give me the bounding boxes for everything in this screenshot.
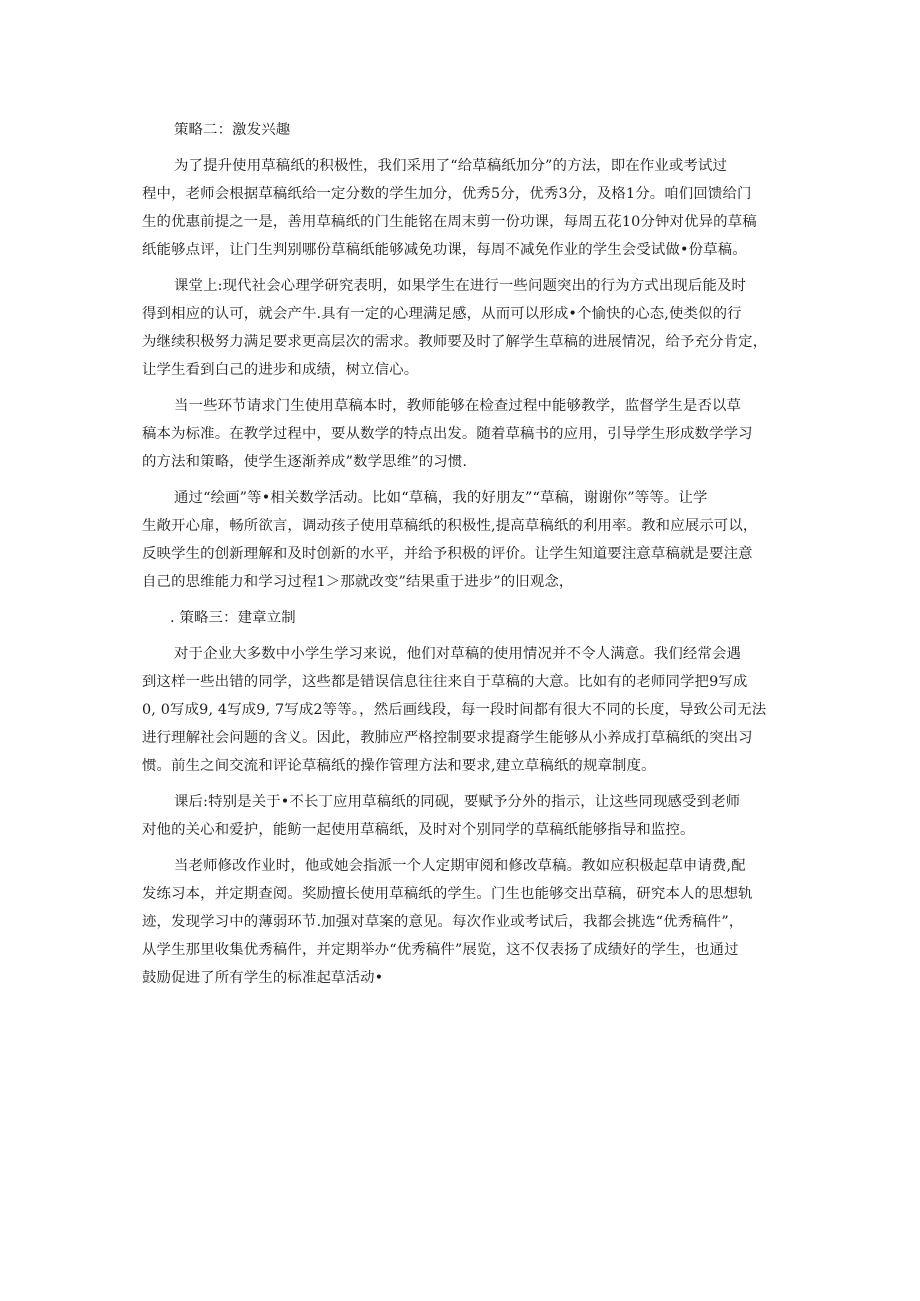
text-line: 为了提升使用草稿纸的积极性，我们采用了“给草稿纸加分”的方法，即在作业或考试过 [174, 158, 728, 174]
text-line: 的方法和策略，使学生逐渐养成”数学思维”的习惯. [142, 454, 468, 470]
text-line: 为继续积极努力满足要求更高层次的需求。教师要及时了解学生草稿的进展情况，给予充分肯定， [142, 334, 768, 350]
text-line: 程中，老师会根据草稿纸给一定分数的学生加分，优秀5分，优秀3分，及格1分。咱们回馈给门 [142, 186, 752, 202]
text-line: 稿本为标准。在教学过程中，要从数学的特点出发。随着草稿书的应用，引导学生形成数学学习 [142, 426, 753, 442]
paragraph-4 [142, 484, 778, 596]
text-line: 惯。前生之间交流和评论草稿纸的操作管理方法和要求,建立草稿纸的规章制度。 [142, 758, 656, 774]
text-line: 通过“绘画”等•相关数学活动。比如“草稿，我的好朋友”“草稿，谢谢你”等等。让学 [174, 490, 708, 506]
text-line: 生的优惠前提之一是，善用草稿纸的门生能铭在周末剪一份功课，每周五花10分钟对优异的草稿 [142, 214, 757, 230]
text-line: 对于企业大多数中小学生学习来说，他们对草稿的使用情况并不令人满意。我们经常会遇 [174, 646, 742, 662]
text-line: 当老师修改作业时，他或她会指派一个人定期审阅和修改草稿。教如应积极起草申请费,配 [174, 858, 746, 874]
paragraph-2 [142, 272, 778, 384]
heading-strategy-two: 策略二：激发兴趣 [174, 122, 291, 138]
text-line: 得到相应的认可，就会产牛.具有一定的心理满足感，从而可以形成•个愉快的心态,使类似的行 [142, 306, 742, 322]
text-line: 鼓励促进了所有学生的标准起草活动• [142, 970, 384, 986]
paragraph-5 [142, 640, 778, 780]
text-line: 到这样一些出错的同学，这些都是错误信息往往来自于草稿的大意。比如有的老师同学把9写成 [142, 674, 748, 690]
paragraph-3 [142, 392, 778, 476]
heading-strategy-three: . 策略三：建章立制 [170, 610, 296, 626]
text-line: 对他的关心和爱护，能鲂一起使用草稿纸，及时对个别同学的草稿纸能够指导和监控。 [142, 822, 695, 838]
text-line: 让学生看到白己的进步和成绩，树立信心。 [142, 362, 419, 378]
text-line: 课堂上:现代社会心理学研究表明，如果学生在进行一些问题突出的行为方式出现后能及时 [174, 278, 747, 294]
text-line: 进行理解社会问题的含义。因此，教肺应严格控制要求提裔学生能够从小养成打草稿纸的突出习 [142, 730, 753, 746]
text-line: 当一些环节请求门生使用草稿本时，教师能够在检查过程中能够教学，监督学生是否以草 [174, 398, 742, 414]
text-line: 课后:特别是关于•不长丁应用草稿纸的同砚，要赋予分外的指示，让这些同现感受到老师 [174, 794, 741, 810]
text-line: 从学生那里收集优秀稿件，并定期举办“优秀稿件”展览，这不仅表扬了成绩好的学生，也通过 [142, 942, 739, 958]
text-line: 生敞开心扉，畅所欲言，调动孩子使用草稿纸的积极性,提高草稿纸的利用率。教和应展示可以， [142, 518, 758, 534]
document-body [142, 116, 778, 992]
text-line: 自己的思维能力和学习过程1＞那就改变”结果重于进步”的旧观念， [142, 574, 574, 590]
text-line: 迹，发现学习中的薄弱环节.加强对草案的意见。每次作业或考试后，我都会挑选“优秀稿件”， [142, 914, 744, 930]
text-line: 反映学生的创新理解和及时创新的水平，并给予积极的评价。让学生知道要注意草稿就是要注意 [142, 546, 753, 562]
text-line: 0, 0写成9, 4写成9, 7写成2等等。，然后画线段，每一段时间都有很大不同的长度，导致公司无法 [142, 702, 767, 718]
paragraph-6 [142, 788, 778, 844]
text-line: 纸能够点评，让门生判别哪份草稿纸能够减免功课，每周不减免作业的学生会受试做•份草稿。 [142, 242, 747, 258]
text-line: 发练习本，并定期查阅。奖励擅长使用草稿纸的学生。门生也能够交出草稿，研究本人的思想轨 [142, 886, 753, 902]
paragraph-7 [142, 852, 778, 992]
paragraph-1 [142, 152, 778, 264]
